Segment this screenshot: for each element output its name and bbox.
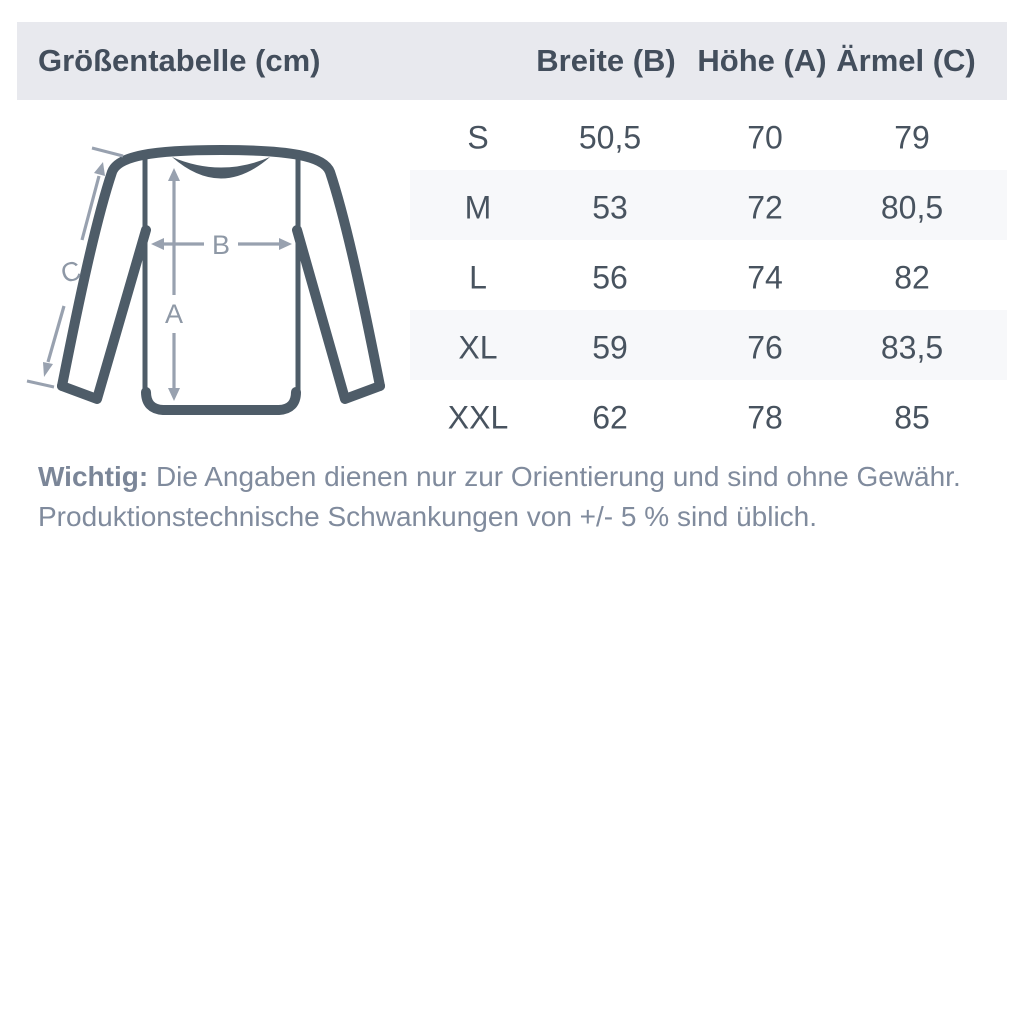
breite-value: 53 [592, 189, 628, 226]
hoehe-value: 74 [747, 259, 783, 296]
important-note [38, 457, 961, 537]
column-header-aermel: Ärmel (C) [836, 43, 976, 78]
hoehe-value: 70 [747, 119, 783, 156]
note-line-1 [38, 457, 961, 497]
column-header-breite: Breite (B) [536, 43, 676, 78]
breite-value: 56 [592, 259, 628, 296]
hoehe-value: 76 [747, 329, 783, 366]
measurement-arrow-width [151, 230, 292, 260]
page-title: Größentabelle (cm) [38, 43, 321, 78]
measurement-arrow-height [165, 168, 183, 401]
breite-value: 59 [592, 329, 628, 366]
table-row-m [410, 170, 1007, 240]
note-line-1-text: Die Angaben dienen nur zur Orientierung und sind ohne Gewähr. [148, 461, 961, 492]
size-label: L [469, 259, 487, 296]
hoehe-value: 78 [747, 399, 783, 436]
sweater-outline-icon [62, 150, 380, 410]
breite-value: 50,5 [578, 119, 642, 156]
size-label: M [464, 189, 492, 226]
label-C: C [57, 254, 85, 290]
aermel-value: 80,5 [880, 189, 944, 226]
column-header-hoehe: Höhe (A) [697, 43, 827, 78]
table-row-s [410, 100, 1007, 170]
aermel-value: 79 [894, 119, 930, 156]
aermel-value: 82 [894, 259, 930, 296]
note-label: Wichtig: [38, 461, 149, 492]
breite-value: 62 [592, 399, 628, 436]
sweater-measurement-diagram [20, 135, 420, 430]
aermel-value: 83,5 [880, 329, 944, 366]
hoehe-value: 72 [747, 189, 783, 226]
table-header-bar [17, 22, 1007, 100]
table-row-xxl [410, 380, 1007, 450]
note-line-2: Produktionstechnische Schwankungen von +/- 5 % sind üblich. [38, 501, 818, 532]
size-label: S [467, 119, 489, 156]
size-label: XL [458, 329, 498, 366]
label-A: A [164, 299, 184, 329]
size-label: XXL [447, 399, 509, 436]
aermel-value: 85 [894, 399, 930, 436]
table-row-l [410, 240, 1007, 310]
label-B: B [211, 230, 231, 260]
table-row-xl [410, 310, 1007, 380]
